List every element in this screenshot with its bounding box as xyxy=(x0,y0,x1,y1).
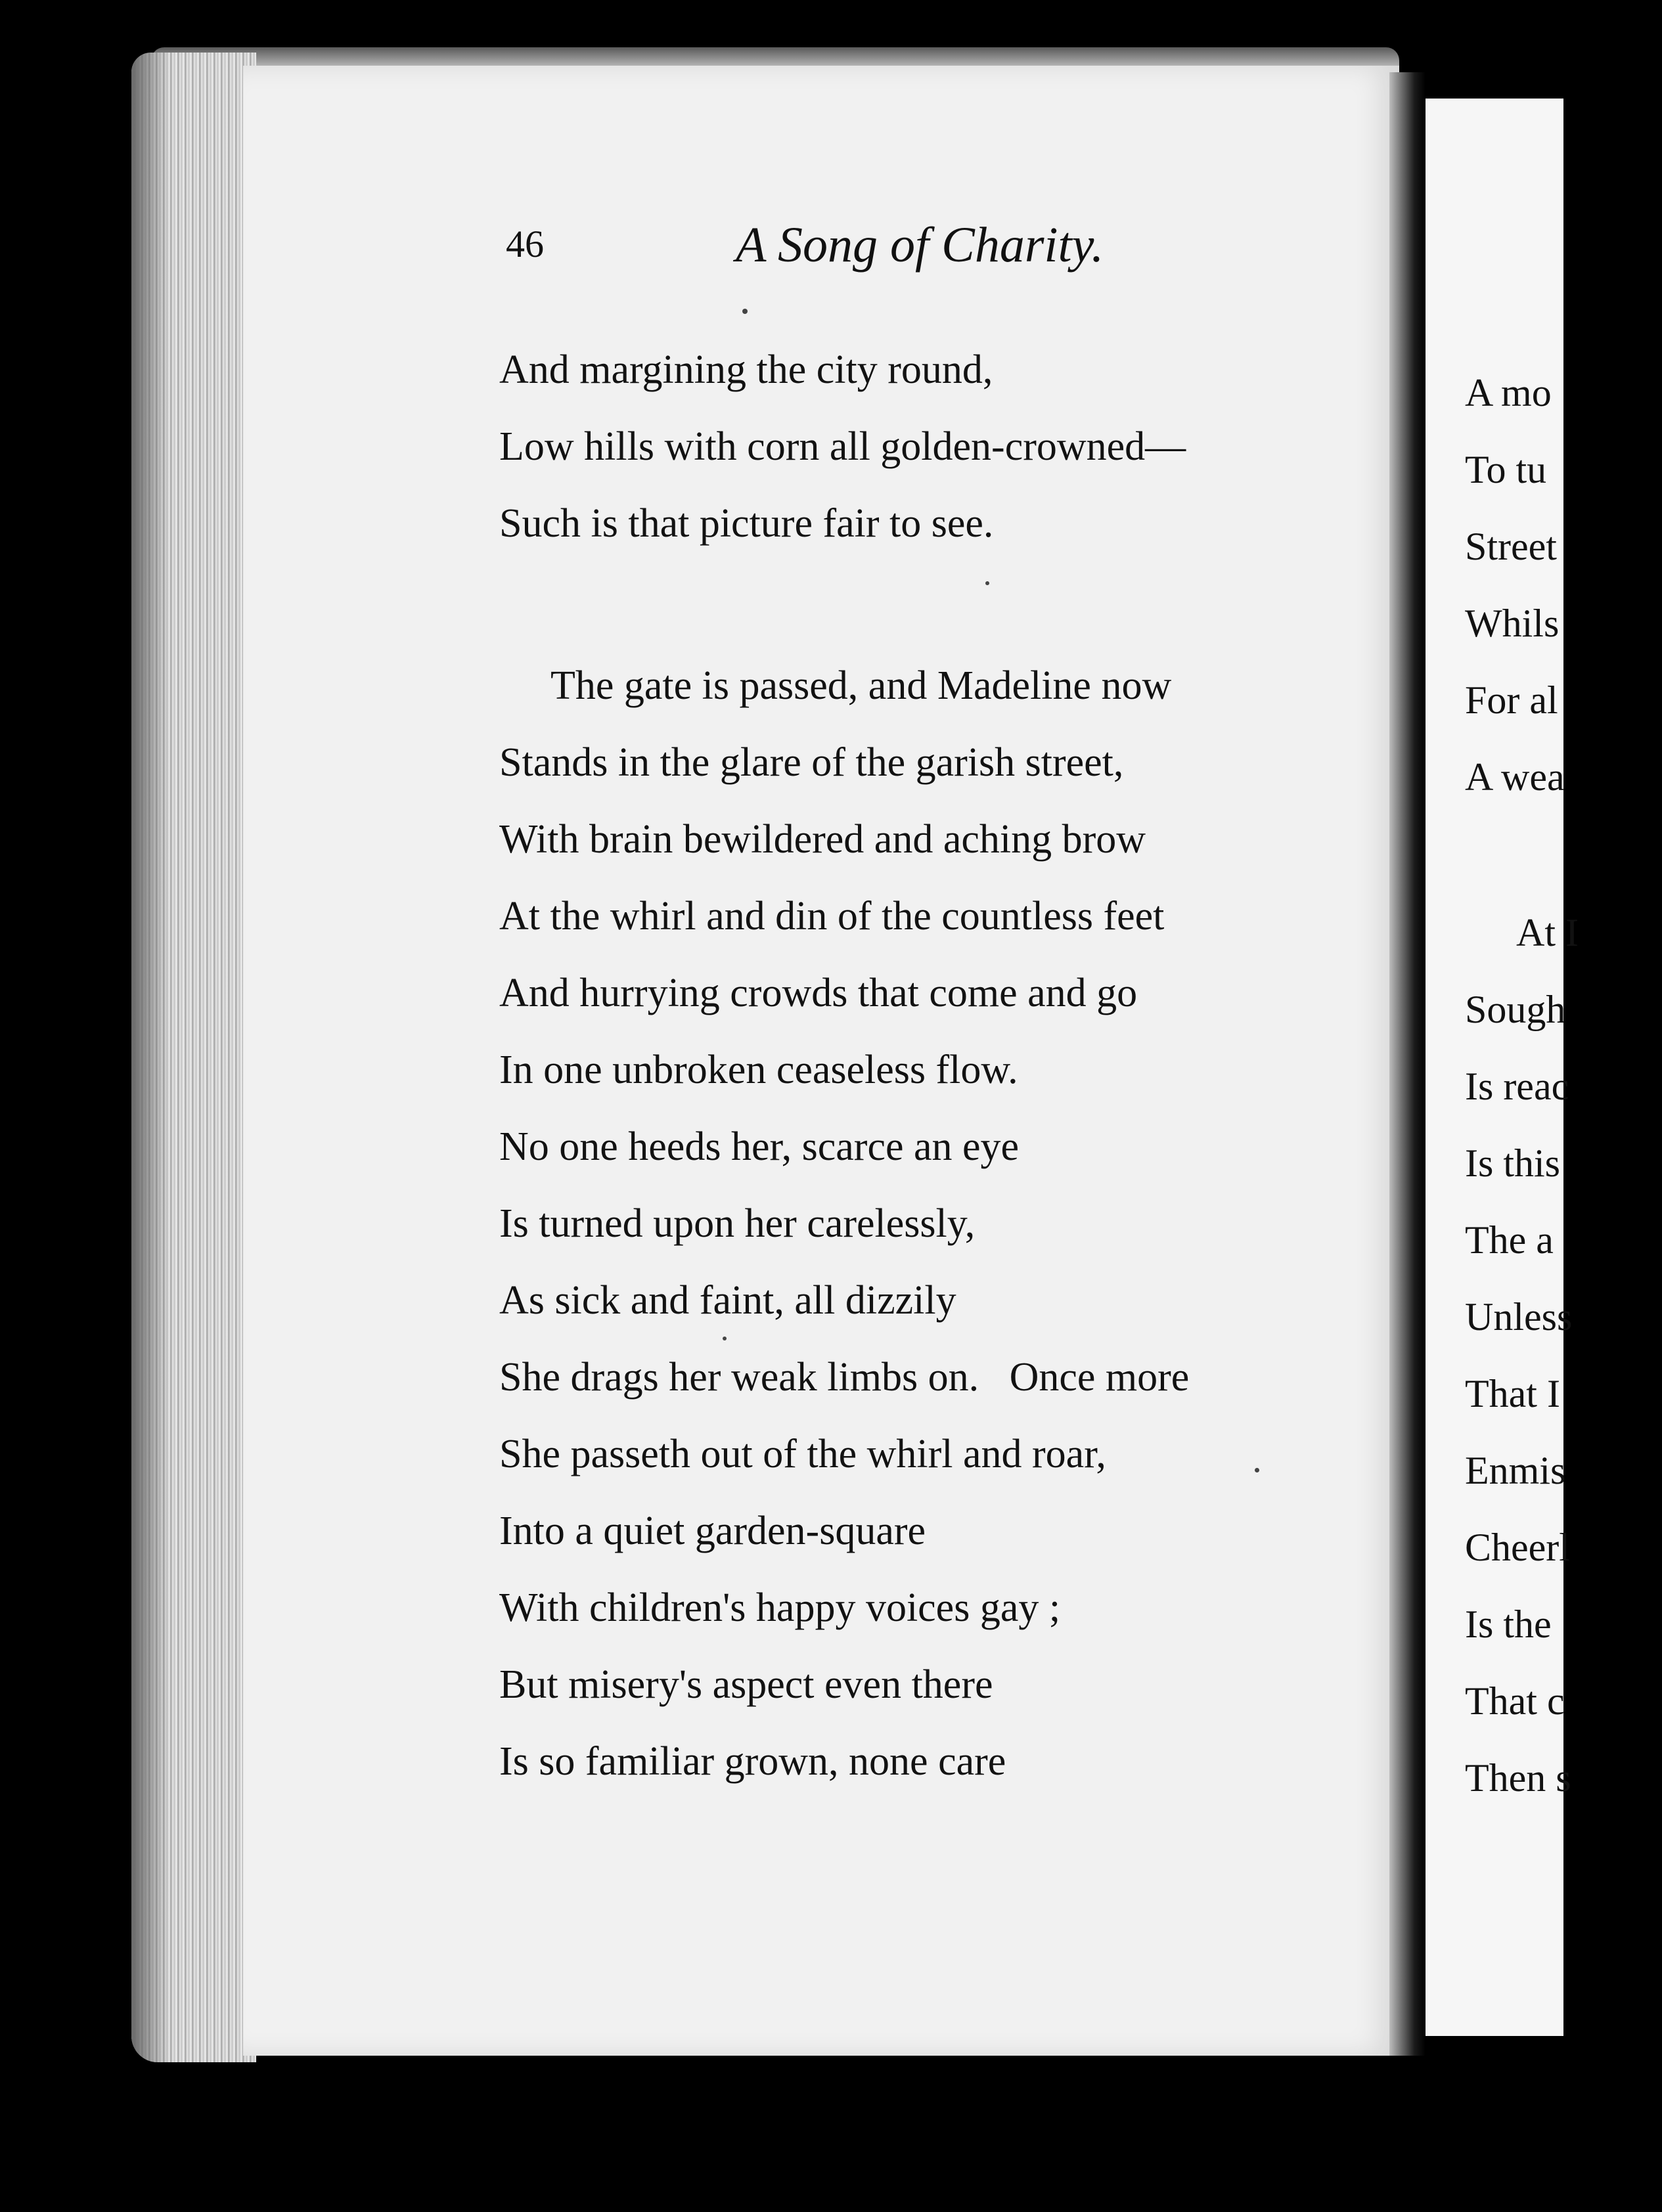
verse-line: No one heeds her, scarce an eye xyxy=(499,1124,1020,1169)
verse-line-fragment: Is the xyxy=(1465,1603,1552,1646)
page-edges-shadow xyxy=(131,53,171,2062)
paper-speck xyxy=(742,309,748,314)
verse-line: She passeth out of the whirl and roar, xyxy=(499,1432,1106,1476)
verse-line-fragment: Unless xyxy=(1465,1295,1573,1338)
verse-line: With children's happy voices gay ; xyxy=(499,1585,1061,1630)
stanza xyxy=(499,332,1380,562)
running-title: A Song of Charity. xyxy=(736,217,1104,273)
verse-line: With brain bewildered and aching brow xyxy=(499,817,1146,862)
book-gutter xyxy=(1389,72,1426,2056)
verse-line: Stands in the glare of the garish street, xyxy=(499,740,1124,785)
stanza xyxy=(499,648,1380,1800)
verse-line-fragment: To tu xyxy=(1465,448,1547,491)
verse-line-fragment: Is reac xyxy=(1465,1065,1569,1108)
verse-line: As sick and faint, all dizzily xyxy=(499,1278,956,1323)
verse-line: Into a quiet garden-square xyxy=(499,1509,926,1553)
stanza-break xyxy=(1465,816,1662,895)
paper-speck xyxy=(1255,1468,1259,1472)
verse-line: At the whirl and din of the countless feet xyxy=(499,894,1165,939)
verse-line: And margining the city round, xyxy=(499,347,993,392)
left-page-text xyxy=(499,332,1380,1800)
verse-line: But misery's aspect even there xyxy=(499,1662,993,1707)
stanza-break xyxy=(499,562,1380,648)
verse-line-fragment: A wea xyxy=(1465,755,1565,799)
verse-line: Such is that picture fair to see. xyxy=(499,501,994,546)
verse-line: The gate is passed, and Madeline now xyxy=(550,663,1172,708)
verse-line: In one unbroken ceaseless flow. xyxy=(499,1048,1018,1092)
verse-line-fragment: Whils xyxy=(1465,602,1560,645)
verse-line-fragment: Cheerl xyxy=(1465,1526,1570,1569)
verse-line-fragment: The a xyxy=(1465,1218,1554,1262)
verse-line-fragment: At I xyxy=(1516,911,1579,954)
verse-line-fragment: Is this xyxy=(1465,1141,1561,1185)
verse-line: Is so familiar grown, none care xyxy=(499,1739,1006,1784)
verse-line-fragment: That c xyxy=(1465,1679,1565,1723)
verse-line: Low hills with corn all golden-crowned— xyxy=(499,424,1186,469)
verse-line: And hurrying crowds that come and go xyxy=(499,971,1138,1015)
verse-line-fragment: For al xyxy=(1465,678,1558,722)
verse-line-fragment: Then s xyxy=(1465,1756,1571,1800)
verse-line-fragment: A mo xyxy=(1465,371,1552,414)
right-page-text xyxy=(1465,355,1662,1817)
paper-speck xyxy=(723,1337,727,1340)
verse-line-fragment: That I xyxy=(1465,1372,1560,1415)
verse-line-fragment: Enmis xyxy=(1465,1449,1566,1492)
verse-line-fragment: Street xyxy=(1465,525,1557,568)
running-head xyxy=(499,217,1419,289)
verse-line-fragment: Sough xyxy=(1465,988,1566,1031)
verse-line: Is turned upon her carelessly, xyxy=(499,1201,976,1246)
page-number: 46 xyxy=(506,223,544,265)
verse-line: She drags her weak limbs on. Once more xyxy=(499,1355,1190,1400)
paper-speck xyxy=(985,581,989,585)
